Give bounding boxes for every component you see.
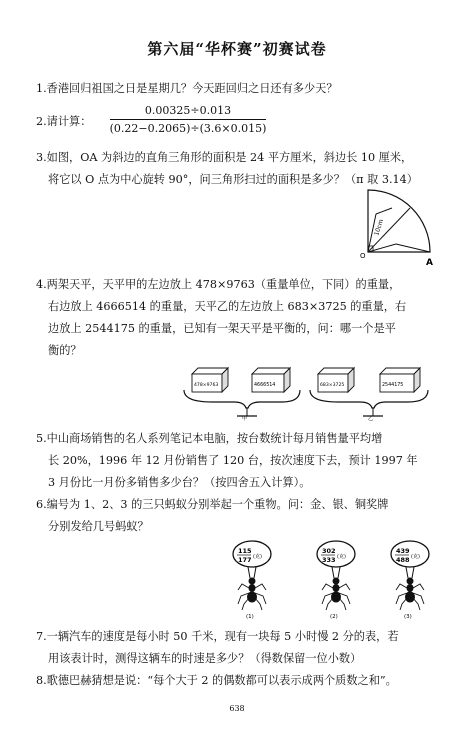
ant-2-weight-bottom: 333 xyxy=(322,556,336,564)
question-8-line-1: 8.歌德巴赫猜想是说：“每个大于 2 的偶数都可以表示成两个质数之和”。 xyxy=(36,674,397,687)
figure-point-a: A xyxy=(426,258,433,268)
question-4-line-2: 右边放上 4666514 的重量，天平乙的左边放上 683×3725 的重量，右 xyxy=(48,300,407,313)
figure-ants xyxy=(222,538,434,620)
fraction-numerator: 0.00325÷0.013 xyxy=(144,104,232,117)
balance-yi-right-weight: 2544175 xyxy=(382,383,404,388)
balance-yi-label: 乙 xyxy=(368,416,374,422)
balance-jia xyxy=(184,368,300,422)
balance-yi-left-weight: 683×3725 xyxy=(320,383,345,388)
ant-2-number: (2) xyxy=(330,614,338,620)
question-6-line-2: 分别发给几号蚂蚁？ xyxy=(48,520,149,533)
question-7-line-2: 用该表计时，测得这辆车的时速是多少？（得数保留一位小数） xyxy=(48,652,362,665)
question-2-fraction xyxy=(108,104,268,135)
question-5-line-3: 3 月份比一月份多销售多少台？（按四舍五入计算）。 xyxy=(48,476,311,489)
ant-3-number: (3) xyxy=(404,614,412,620)
question-5-line-1: 5.中山商场销售的名人系列笔记本电脑，按台数统计每月销售量平均增 xyxy=(36,432,383,445)
figure-rotating-triangle xyxy=(352,186,436,268)
question-6-line-1: 6.编号为 1、2、3 的三只蚂蚁分别举起一个重物。问：金、银、铜奖牌 xyxy=(36,498,389,511)
balance-jia-label: 甲 xyxy=(242,416,248,422)
figure-balances xyxy=(182,360,432,422)
figure-length-label: 10cm xyxy=(373,218,386,237)
balance-yi xyxy=(310,368,428,422)
ant-3 xyxy=(391,541,429,620)
question-1: 1.香港回归祖国之日是星期几？今天距回归之日还有多少天？ xyxy=(36,82,338,95)
ant-1-weight-bottom: 177 xyxy=(238,556,252,564)
ant-1-weight-top: 115 xyxy=(238,547,252,555)
ant-3-weight-top: 439 xyxy=(396,547,410,555)
page-number: 638 xyxy=(229,704,245,713)
ant-2-weight-top: 302 xyxy=(322,547,336,555)
question-2-prefix: 2.请计算： xyxy=(36,115,92,128)
ant-1-unit: (克) xyxy=(253,554,262,560)
question-4-line-3: 边放上 2544175 的重量，已知有一架天平是平衡的，问：哪一个是平 xyxy=(48,322,396,335)
ant-1 xyxy=(233,541,271,620)
ant-2 xyxy=(317,541,355,620)
question-4-line-1: 4.两架天平，天平甲的左边放上 478×9763（重量单位，下同）的重量， xyxy=(36,278,401,291)
ant-2-unit: (克) xyxy=(337,554,346,560)
question-5-line-2: 长 20%，1996 年 12 月份销售了 120 台，按次速度下去，预计 1997 年 xyxy=(48,454,418,467)
balance-jia-left-weight: 478×9763 xyxy=(194,383,219,388)
figure-point-o: O xyxy=(360,252,366,260)
ant-3-weight-bottom: 488 xyxy=(396,556,410,564)
ant-3-unit: (克) xyxy=(411,554,420,560)
question-3-line-2: 将它以 O 点为中心旋转 90°，问三角形扫过的面积是多少？（π 取 3.14） xyxy=(48,173,418,186)
page-title: 第六届“华杯赛”初赛试卷 xyxy=(147,40,327,58)
question-7-line-1: 7.一辆汽车的速度是每小时 50 千米，现有一块每 5 小时慢 2 分的表，若 xyxy=(36,630,399,643)
balance-jia-right-weight: 4666514 xyxy=(254,383,276,388)
ant-1-number: (1) xyxy=(246,614,254,620)
question-4-line-4: 衡的？ xyxy=(48,344,82,357)
question-3-line-1: 3.如图，OA 为斜边的直角三角形的面积是 24 平方厘米，斜边长 10 厘米， xyxy=(36,151,413,164)
fraction-denominator: (0.22−0.2065)÷(3.6×0.015) xyxy=(109,122,267,135)
